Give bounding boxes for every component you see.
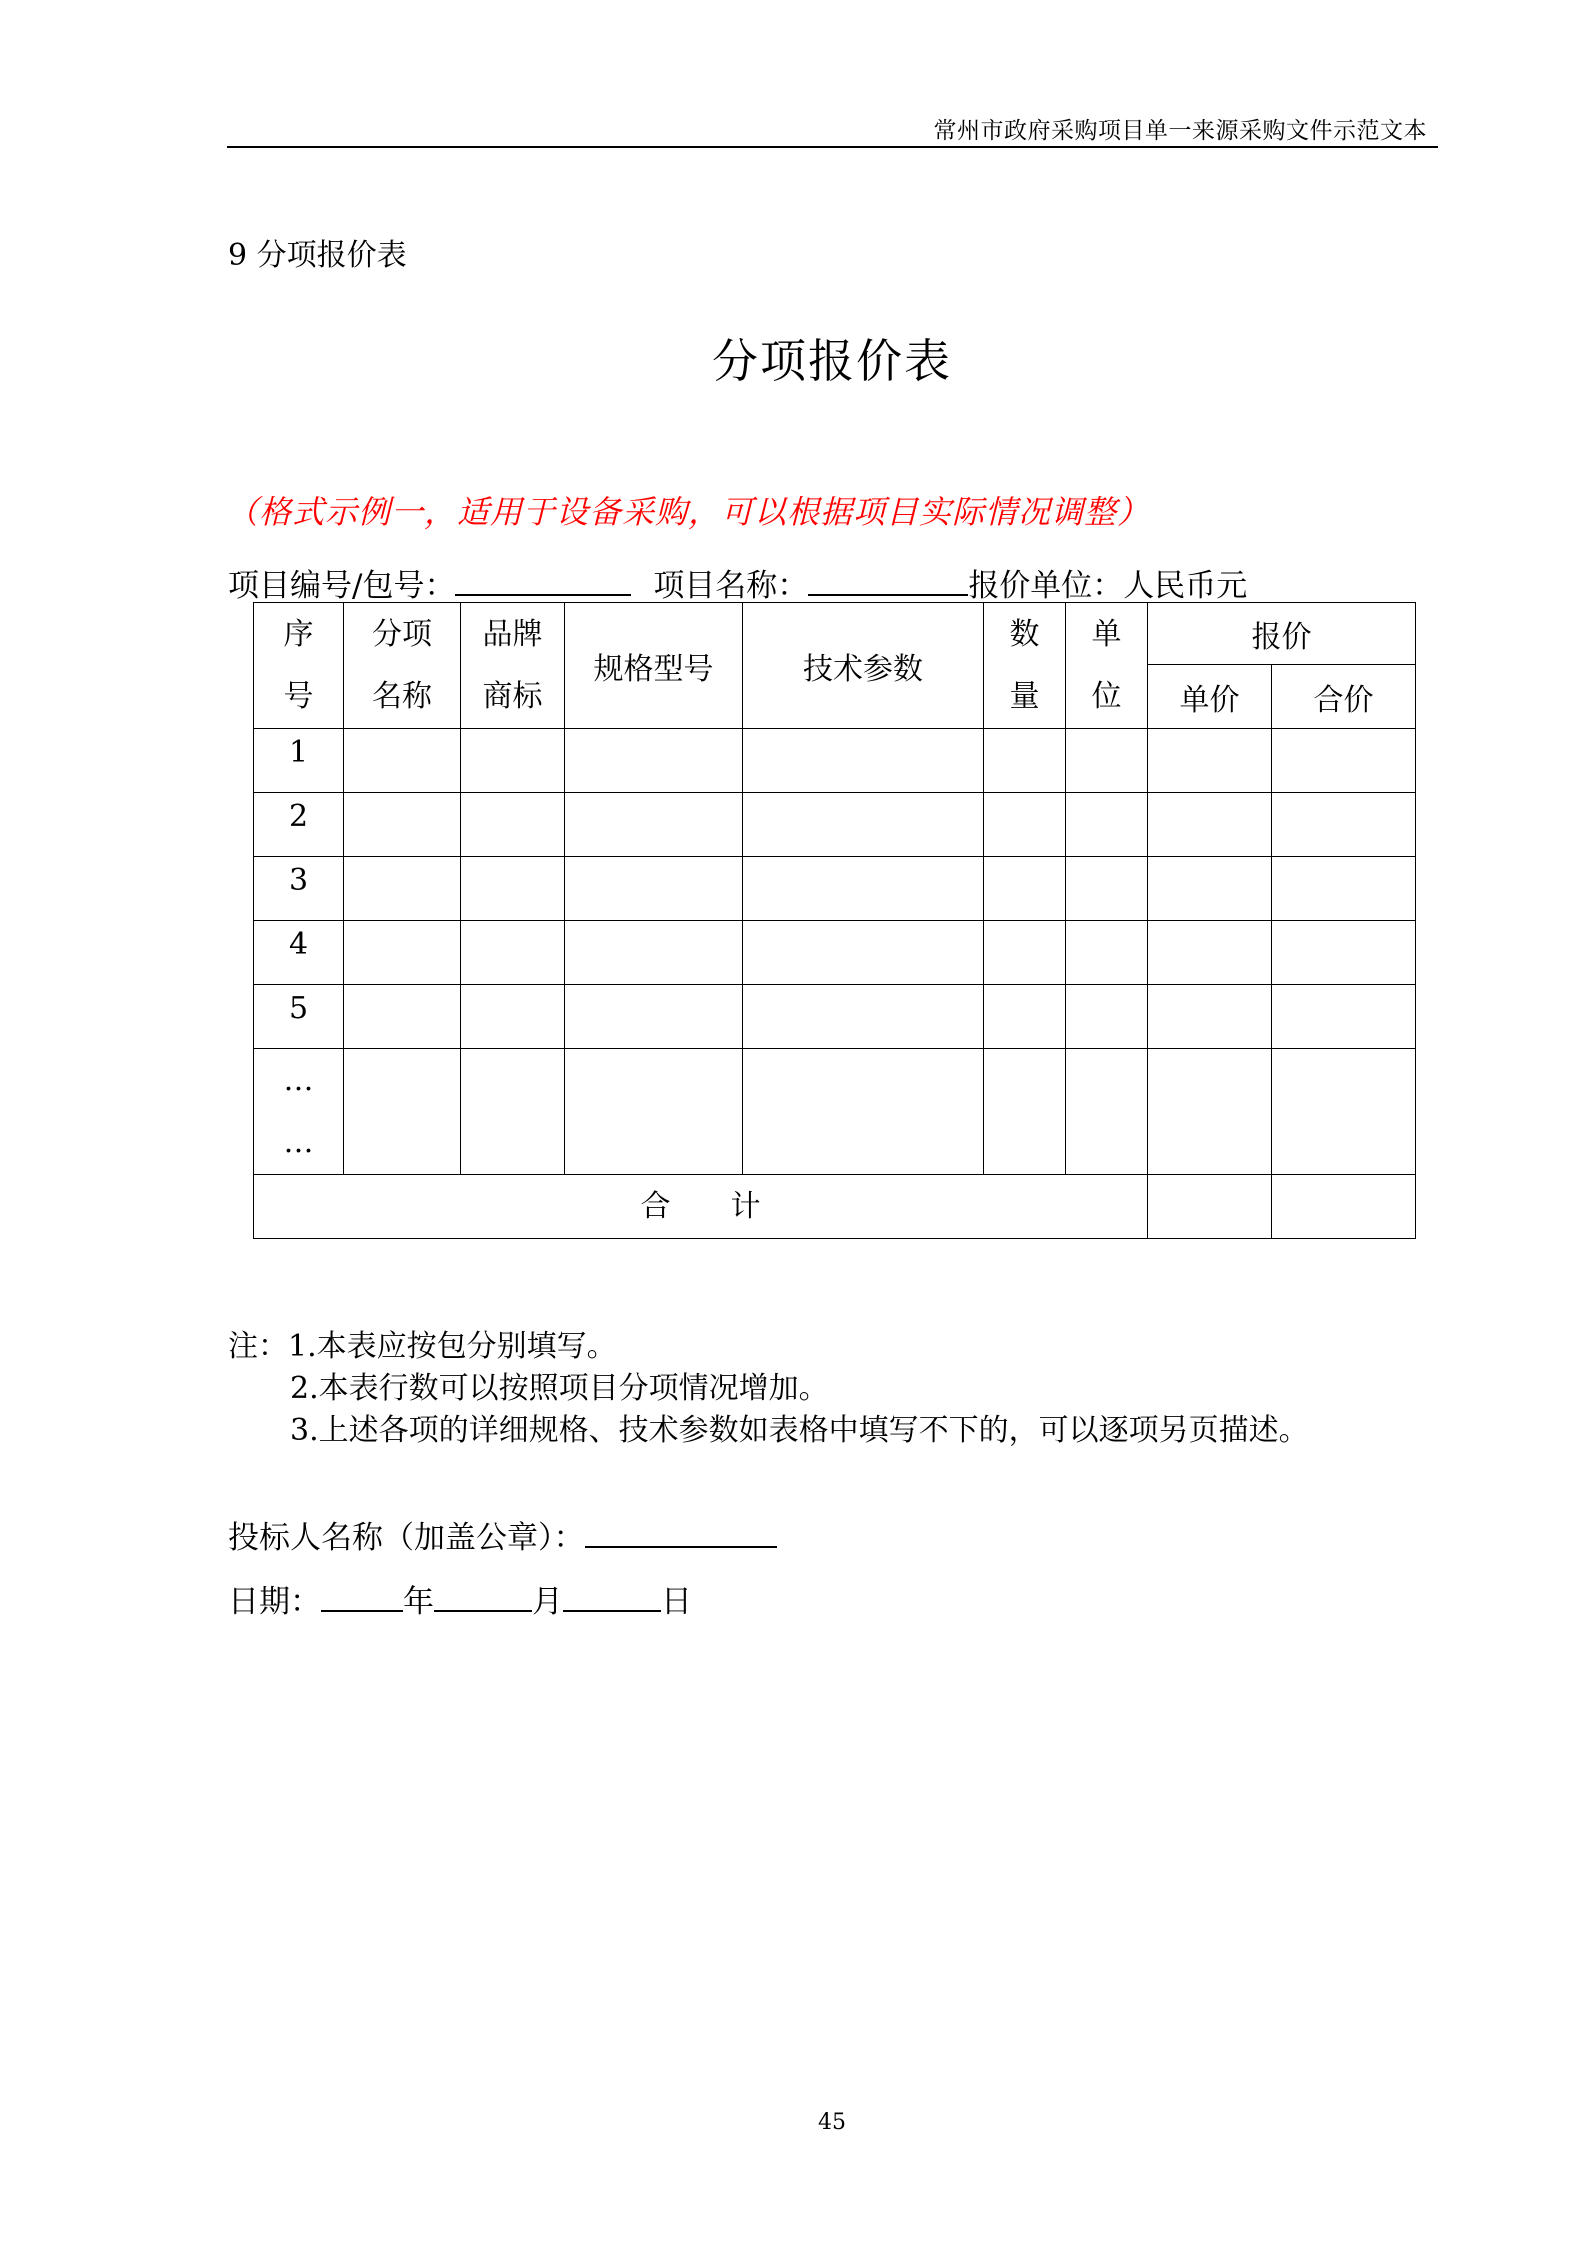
header-unit-price: 单价 (1148, 665, 1272, 729)
project-no-label: 项目编号/包号： (228, 568, 456, 604)
currency-label: 报价单位：人民币元 (968, 568, 1248, 604)
month-label: 月 (532, 1584, 563, 1620)
meta-line (228, 560, 1247, 605)
header-brand: 品牌 商标 (461, 603, 565, 729)
header-tech: 技术参数 (743, 603, 984, 729)
bidder-label: 投标人名称（加盖公章）： (228, 1520, 585, 1556)
table-row (254, 921, 1416, 985)
day-blank (563, 1580, 661, 1612)
header-seq: 序 号 (254, 603, 344, 729)
date-label: 日期： (228, 1584, 321, 1620)
row-seq: 4 (254, 921, 344, 985)
table-row-total (254, 1175, 1416, 1239)
header-item-name: 分项 名称 (344, 603, 461, 729)
format-note: （格式示例一，适用于设备采购，可以根据项目实际情况调整） (226, 493, 1151, 531)
header-unit: 单 位 (1066, 603, 1148, 729)
header-rule (227, 146, 1438, 148)
quote-table (253, 602, 1416, 1239)
month-blank (434, 1580, 532, 1612)
date-line (228, 1576, 692, 1621)
page-title: 分项报价表 (712, 334, 952, 388)
header-spec: 规格型号 (565, 603, 743, 729)
day-label: 日 (661, 1584, 692, 1620)
row-seq: 1 (254, 729, 344, 793)
row-seq: 5 (254, 985, 344, 1049)
header-qty: 数 量 (984, 603, 1066, 729)
year-label: 年 (403, 1584, 434, 1620)
table-row (254, 857, 1416, 921)
row-seq: 3 (254, 857, 344, 921)
row-ellipsis: … … (254, 1049, 344, 1175)
table-row (254, 729, 1416, 793)
project-name-blank (808, 564, 968, 596)
header-quote: 报价 (1148, 603, 1416, 665)
notes-block (228, 1326, 1309, 1452)
header-total-price: 合价 (1272, 665, 1416, 729)
project-name-label: 项目名称： (653, 568, 809, 604)
table-row (254, 793, 1416, 857)
row-seq: 2 (254, 793, 344, 857)
bidder-line (228, 1512, 777, 1557)
page-number: 45 (818, 2110, 846, 2135)
total-label: 合 计 (254, 1175, 1148, 1239)
year-blank (321, 1580, 403, 1612)
note-line-2: 2.本表行数可以按照项目分项情况增加。 (290, 1371, 829, 1406)
running-header: 常州市政府采购项目单一来源采购文件示范文本 (933, 118, 1427, 144)
table-row (254, 985, 1416, 1049)
bidder-blank (585, 1516, 777, 1548)
project-no-blank (455, 564, 631, 596)
note-line-3: 3.上述各项的详细规格、技术参数如表格中填写不下的，可以逐项另页描述。 (290, 1413, 1309, 1448)
section-heading: 9 分项报价表 (228, 238, 407, 273)
note-line-1: 注：1.本表应按包分别填写。 (228, 1329, 617, 1364)
table-row-ellipsis (254, 1049, 1416, 1175)
